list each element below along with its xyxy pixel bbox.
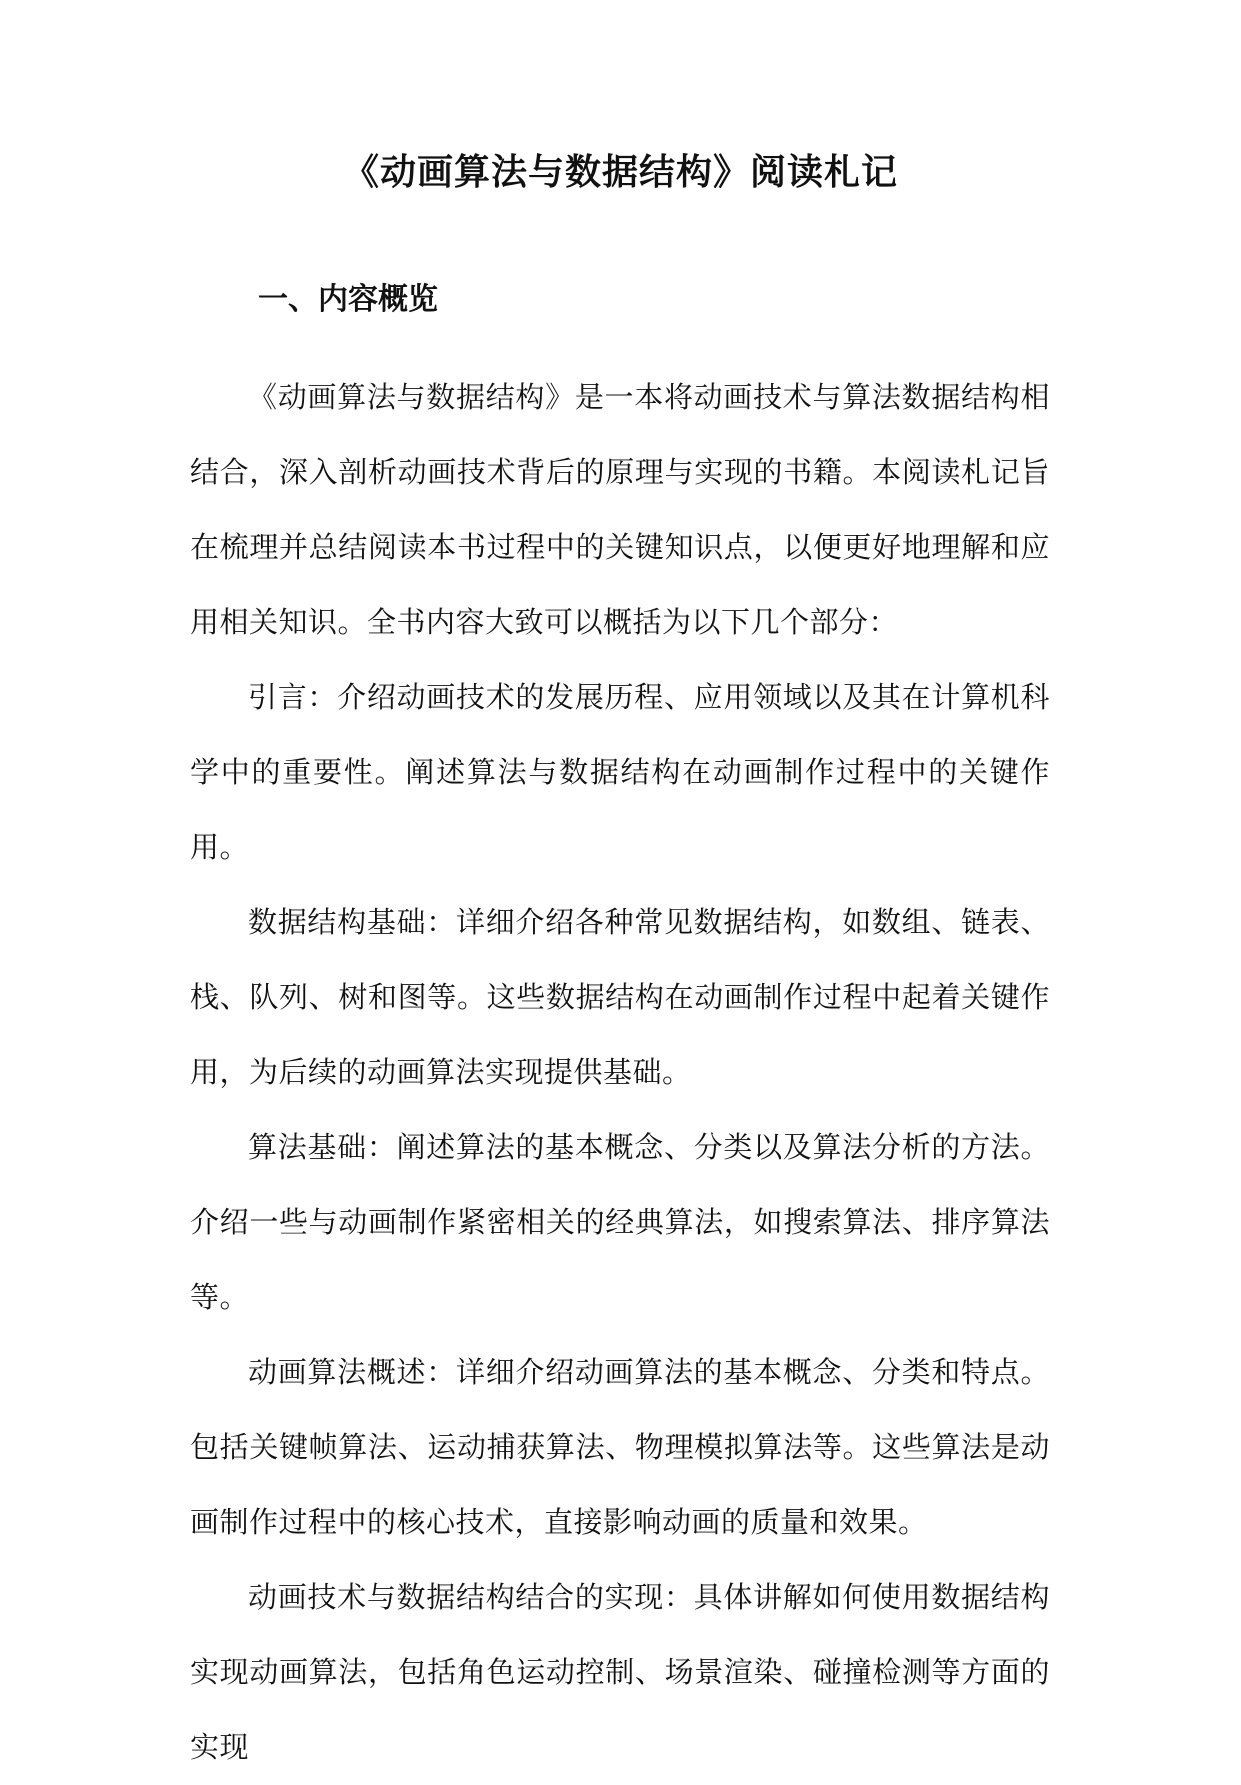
section-heading: 一、内容概览 bbox=[258, 282, 438, 317]
paragraph-algorithms: 算法基础：阐述算法的基本概念、分类以及算法分析的方法。介绍一些与动画制作紧密相关的经典算法，如搜索算法、排序算法等。 bbox=[190, 1130, 1050, 1314]
body-text bbox=[190, 360, 1050, 1785]
document-title: 《动画算法与数据结构》阅读札记 bbox=[342, 152, 898, 193]
paragraph-implementation: 动画技术与数据结构结合的实现：具体讲解如何使用数据结构实现动画算法，包括角色运动控制、场景渲染、碰撞检测等方面的实现 bbox=[190, 1580, 1050, 1764]
paragraph-data-structures: 数据结构基础：详细介绍各种常见数据结构，如数组、链表、栈、队列、树和图等。这些数据结构在动画制作过程中起着关键作用，为后续的动画算法实现提供基础。 bbox=[190, 905, 1050, 1089]
paragraph-intro: 《动画算法与数据结构》是一本将动画技术与算法数据结构相结合，深入剖析动画技术背后的原理与实现的书籍。本阅读札记旨在梳理并总结阅读本书过程中的关键知识点，以便更好地理解和应用相关知识。全书内容大致可以概括为以下几个部分： bbox=[190, 380, 1050, 639]
paragraph-introduction: 引言：介绍动画技术的发展历程、应用领域以及其在计算机科学中的重要性。阐述算法与数据结构在动画制作过程中的关键作用。 bbox=[190, 680, 1050, 864]
paragraph-animation-algorithms: 动画算法概述：详细介绍动画算法的基本概念、分类和特点。包括关键帧算法、运动捕获算法、物理模拟算法等。这些算法是动画制作过程中的核心技术，直接影响动画的质量和效果。 bbox=[190, 1355, 1050, 1539]
